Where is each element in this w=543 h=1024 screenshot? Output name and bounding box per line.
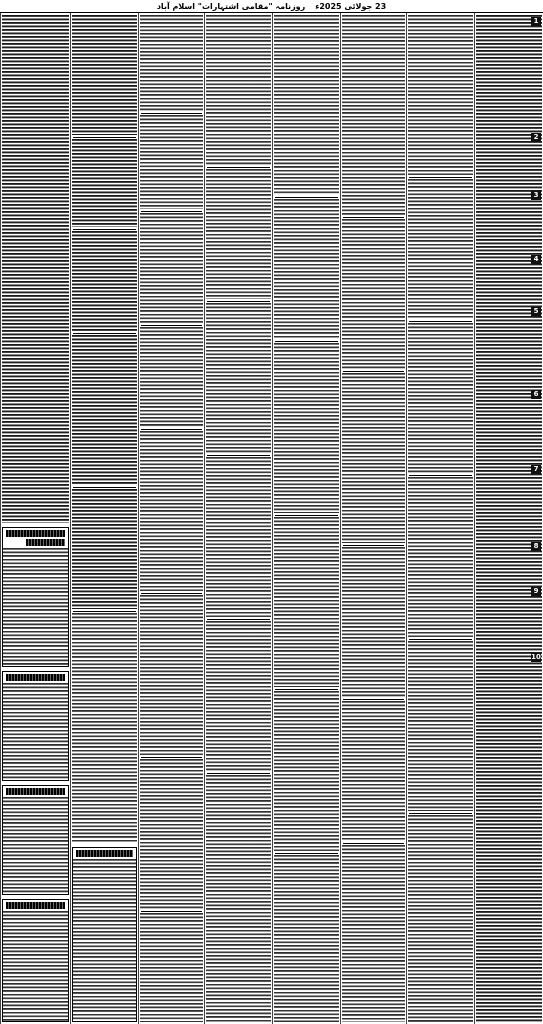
notice-number: 6 (531, 390, 541, 399)
notice-number: 8 (531, 542, 541, 551)
notice-number: 2 (531, 133, 541, 142)
masthead-title: روزنامہ "مقامی اشتہارات" اسلام آباد (156, 1, 306, 11)
column-9 (70, 13, 138, 1024)
column-8 (138, 13, 204, 1024)
notice-text-block (2, 15, 69, 523)
court-notice-box (2, 671, 69, 781)
notice-columns (0, 13, 543, 1024)
notice-number: 1 (531, 17, 541, 26)
column-1 (474, 13, 543, 1024)
notice-number: 10 (531, 653, 541, 661)
court-notice-box (2, 527, 69, 667)
court-notice-box (2, 785, 69, 895)
column-7 (204, 13, 272, 1024)
notice-number: 4 (531, 255, 541, 264)
court-notice-title (6, 530, 65, 537)
column-4 (406, 13, 474, 1024)
column-5 (340, 13, 406, 1024)
masthead-date: 23 جولائی 2025ء (315, 1, 387, 11)
court-notice-box (2, 899, 69, 1022)
masthead (0, 0, 543, 13)
column-10 (0, 13, 70, 1024)
court-notice-box (72, 847, 137, 1022)
column-6 (272, 13, 340, 1024)
notice-number: 7 (531, 465, 541, 474)
notice-number: 3 (531, 191, 541, 200)
notice-number: 9 (531, 587, 541, 596)
notice-number: 5 (531, 307, 541, 316)
